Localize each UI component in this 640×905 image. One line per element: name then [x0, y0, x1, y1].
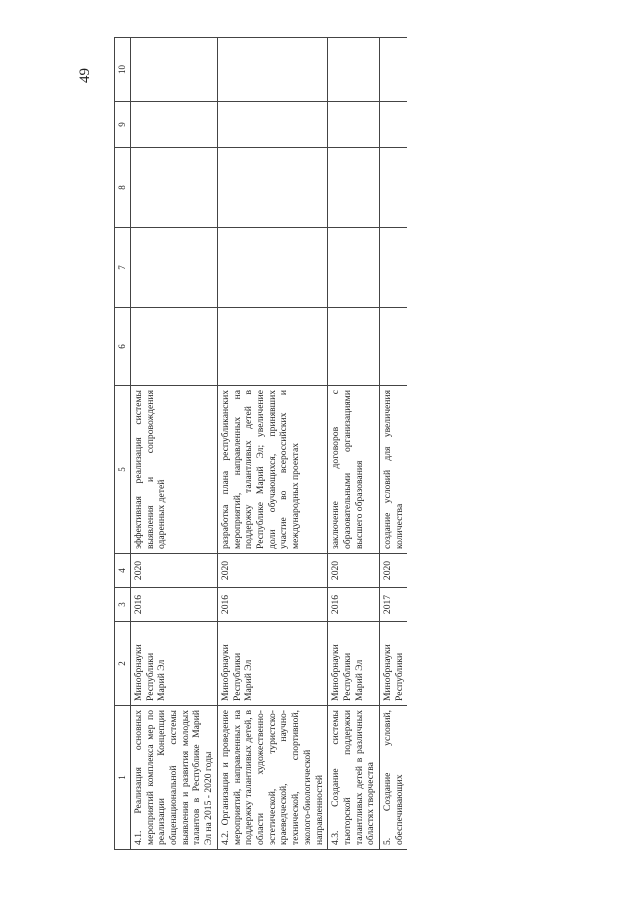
executor-cell: Минобрнауки Республики [380, 622, 408, 706]
empty-cell [380, 308, 408, 386]
activity-cell: 4.1. Реализация основных мероприятий комплекса мер по реализации Концепции общенациональной системы выявления и развития молодых талантов в Республике Марий Эл на 2015 - 2020 годы [130, 706, 217, 850]
table-row [217, 38, 327, 850]
empty-cell [217, 308, 327, 386]
column-number: 6 [115, 308, 131, 386]
end-year-cell: 2020 [130, 554, 217, 588]
result-cell: создание условий для увеличения количества [380, 386, 408, 554]
column-number-row [115, 38, 131, 850]
empty-cell [130, 308, 217, 386]
table-row [328, 38, 380, 850]
empty-cell [328, 228, 380, 308]
empty-cell [130, 228, 217, 308]
empty-cell [380, 228, 408, 308]
start-year-cell: 2017 [380, 588, 408, 622]
page-number: 49 [77, 68, 93, 83]
activity-cell: 4.2. Организация и проведение мероприятий, направленных на поддержку талантливых детей, в области художественно-эстетической, туристско-краеведческой, научно-технической, спортивной, эколого-биологической направленностей [217, 706, 327, 850]
empty-cell [217, 38, 327, 102]
empty-cell [328, 102, 380, 148]
start-year-cell: 2016 [130, 588, 217, 622]
empty-cell [130, 38, 217, 102]
column-number: 3 [115, 588, 131, 622]
column-number: 9 [115, 102, 131, 148]
empty-cell [328, 308, 380, 386]
end-year-cell: 2020 [328, 554, 380, 588]
column-number: 5 [115, 386, 131, 554]
empty-cell [328, 148, 380, 228]
empty-cell [130, 148, 217, 228]
column-number: 1 [115, 706, 131, 850]
empty-cell [380, 148, 408, 228]
start-year-cell: 2016 [328, 588, 380, 622]
empty-cell [328, 38, 380, 102]
rotated-table-container [114, 38, 518, 850]
empty-cell [380, 38, 408, 102]
empty-cell [380, 102, 408, 148]
column-number: 4 [115, 554, 131, 588]
empty-cell [217, 228, 327, 308]
table-row [380, 38, 408, 850]
executor-cell: Минобрнауки Республики Марий Эл [130, 622, 217, 706]
empty-cell [217, 148, 327, 228]
end-year-cell: 2020 [217, 554, 327, 588]
executor-cell: Минобрнауки Республики Марий Эл [328, 622, 380, 706]
column-number: 7 [115, 228, 131, 308]
activity-cell: 4.3. Создание системы тьюторской поддержки талантливых детей в различных областях творчества [328, 706, 380, 850]
table-row [130, 38, 217, 850]
empty-cell [130, 102, 217, 148]
start-year-cell: 2016 [217, 588, 327, 622]
result-cell: эффективная реализация системы выявления и сопровождения одаренных детей [130, 386, 217, 554]
executor-cell: Минобрнауки Республики Марий Эл [217, 622, 327, 706]
result-cell: заключение договоров с образовательными организациями высшего образования [328, 386, 380, 554]
column-number: 8 [115, 148, 131, 228]
result-cell: разработка плана республиканских мероприятий, направленных на поддержку талантливых детей в Республике Марий Эл; увеличение доли обучающихся, принявших участие во всероссийских и международных проектах [217, 386, 327, 554]
column-number: 2 [115, 622, 131, 706]
column-number: 10 [115, 38, 131, 102]
activity-cell: 5. Создание условий, обеспечивающих [380, 706, 408, 850]
end-year-cell: 2020 [380, 554, 408, 588]
measures-table [114, 37, 407, 850]
empty-cell [217, 102, 327, 148]
